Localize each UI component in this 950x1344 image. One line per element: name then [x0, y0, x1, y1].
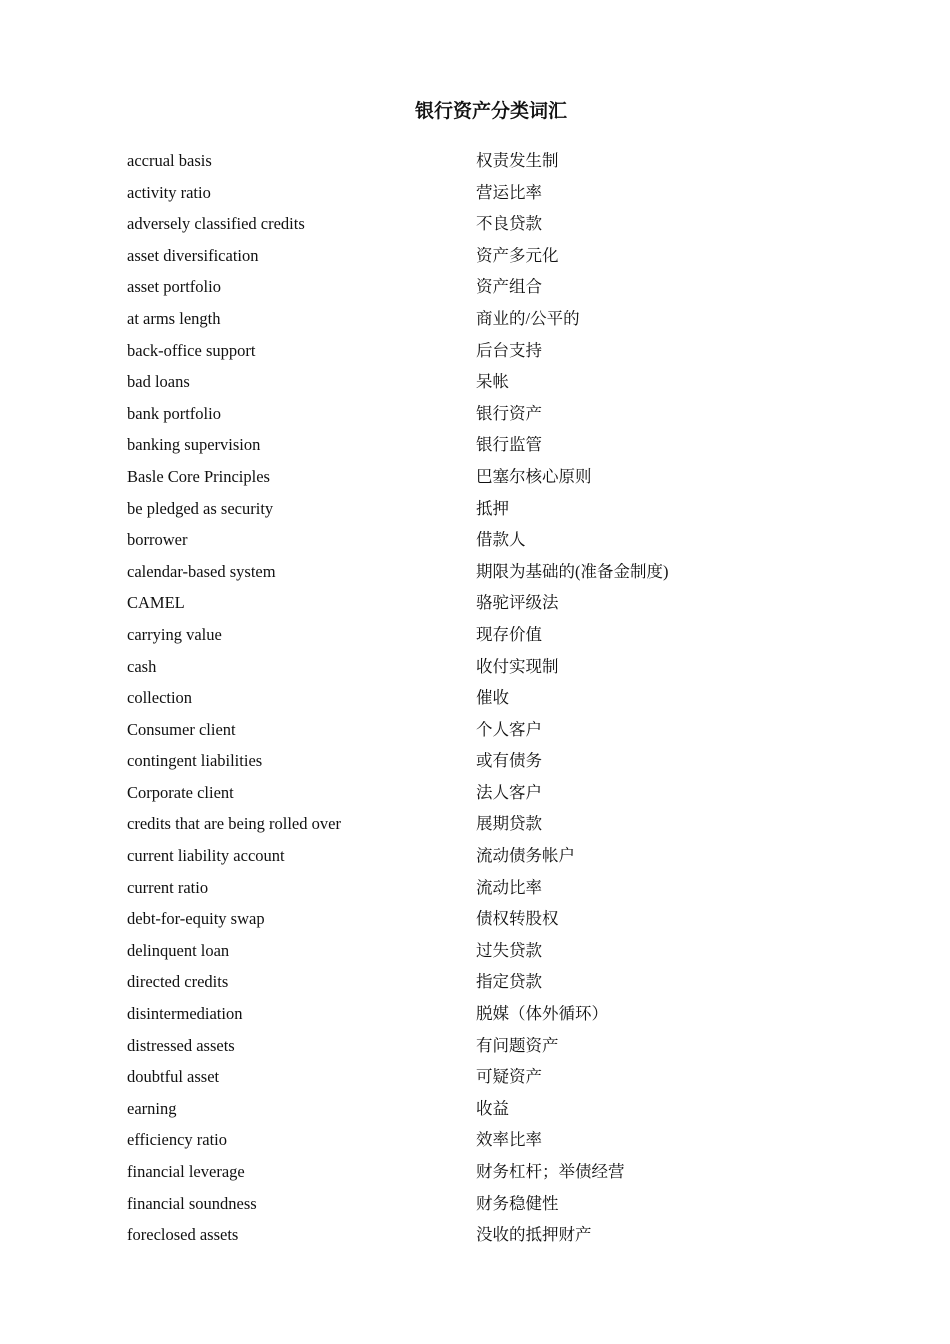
chinese-translation: 巴塞尔核心原则: [476, 466, 592, 486]
glossary-row: [127, 1219, 847, 1251]
chinese-translation: 权责发生制: [476, 151, 559, 170]
english-term: debt-for-equity swap: [127, 909, 265, 929]
glossary-row: [127, 651, 847, 683]
chinese-translation: 现存价值: [476, 624, 542, 644]
glossary-row: [127, 1061, 847, 1093]
english-term: financial leverage: [127, 1162, 245, 1181]
english-term: adversely classified credits: [127, 214, 305, 234]
english-term: bad loans: [127, 372, 190, 392]
english-term: carrying value: [127, 624, 222, 644]
chinese-translation: 商业的/公平的: [476, 308, 580, 328]
glossary-row: [127, 240, 847, 272]
english-term: collection: [127, 688, 193, 708]
glossary-table: [127, 145, 847, 1251]
english-term: financial soundness: [127, 1193, 257, 1213]
english-term: Consumer client: [127, 719, 236, 739]
english-term: asset portfolio: [127, 277, 221, 297]
chinese-translation: 借款人: [476, 530, 526, 550]
english-term: current ratio: [127, 877, 209, 897]
glossary-row: [127, 587, 847, 619]
english-term: current liability account: [127, 846, 285, 866]
english-term: cash: [127, 656, 157, 676]
english-term: distressed assets: [127, 1035, 235, 1055]
english-term: calendar-based system: [127, 561, 276, 581]
english-term: Basle Core Principles: [127, 466, 270, 486]
chinese-translation: 骆驼评级法: [476, 593, 559, 613]
chinese-translation: 后台支持: [476, 340, 542, 360]
glossary-row: [127, 177, 847, 209]
english-term: doubtful asset: [127, 1067, 220, 1087]
chinese-translation: 没收的抵押财产: [476, 1225, 592, 1245]
english-term: disintermediation: [127, 1004, 243, 1024]
english-term: CAMEL: [127, 593, 185, 613]
english-term: earning: [127, 1098, 177, 1118]
english-term: be pledged as security: [127, 498, 274, 518]
english-term: borrower: [127, 530, 188, 550]
english-term: asset diversification: [127, 245, 259, 265]
glossary-row: [127, 745, 847, 777]
english-term: banking supervision: [127, 435, 261, 455]
glossary-row: [127, 777, 847, 809]
glossary-row: [127, 872, 847, 904]
glossary-row: [127, 145, 847, 177]
chinese-translation: 资产多元化: [476, 245, 559, 265]
glossary-row: [127, 524, 847, 556]
page-title: 银行资产分类词汇: [414, 101, 567, 122]
chinese-translation: 流动比率: [476, 877, 542, 897]
glossary-row: [127, 1093, 847, 1125]
english-term: at arms length: [127, 308, 221, 328]
english-term: contingent liabilities: [127, 751, 263, 771]
chinese-translation: 期限为基础的(准备金制度): [476, 561, 669, 581]
chinese-translation: 债权转股权: [476, 909, 559, 929]
chinese-translation: 催收: [476, 688, 509, 708]
chinese-translation: 抵押: [476, 498, 509, 518]
glossary-row: [127, 682, 847, 714]
chinese-translation: 脱媒（体外循环）: [476, 1004, 608, 1024]
glossary-row: [127, 429, 847, 461]
glossary-row: [127, 935, 847, 967]
glossary-row: [127, 398, 847, 430]
glossary-row: [127, 619, 847, 651]
english-term: back-office support: [127, 340, 256, 360]
chinese-translation: 效率比率: [476, 1130, 542, 1150]
chinese-translation: 流动债务帐户: [476, 846, 575, 866]
glossary-row: [127, 1188, 847, 1220]
chinese-translation: 不良贷款: [476, 214, 542, 234]
chinese-translation: 财务稳健性: [476, 1193, 559, 1213]
english-term: efficiency ratio: [127, 1130, 228, 1150]
english-term: directed credits: [127, 972, 229, 992]
chinese-translation: 或有债务: [476, 751, 542, 771]
glossary-row: [127, 366, 847, 398]
glossary-row: [127, 966, 847, 998]
english-term: credits that are being rolled over: [127, 814, 341, 834]
glossary-row: [127, 998, 847, 1030]
english-term: delinquent loan: [127, 940, 230, 960]
english-term: bank portfolio: [127, 403, 221, 423]
glossary-row: [127, 840, 847, 872]
english-term: Corporate client: [127, 782, 234, 802]
english-term: foreclosed assets: [127, 1225, 239, 1245]
chinese-translation: 展期贷款: [476, 814, 542, 834]
glossary-row: [127, 808, 847, 840]
glossary-row: [127, 1156, 847, 1188]
chinese-translation: 过失贷款: [476, 940, 542, 960]
chinese-translation: 收付实现制: [476, 656, 559, 676]
english-term: activity ratio: [127, 182, 211, 202]
glossary-row: [127, 335, 847, 367]
glossary-row: [127, 903, 847, 935]
chinese-translation: 银行资产: [476, 403, 542, 423]
chinese-translation: 有问题资产: [476, 1035, 559, 1055]
english-term: accrual basis: [127, 151, 212, 170]
glossary-row: [127, 271, 847, 303]
glossary-row: [127, 461, 847, 493]
chinese-translation: 资产组合: [476, 277, 542, 297]
glossary-row: [127, 208, 847, 240]
chinese-translation: 个人客户: [476, 719, 542, 739]
glossary-row: [127, 1124, 847, 1156]
chinese-translation: 财务杠杆；举债经营: [476, 1162, 625, 1181]
chinese-translation: 收益: [476, 1098, 509, 1118]
chinese-translation: 法人客户: [476, 782, 542, 802]
chinese-translation: 营运比率: [476, 182, 542, 202]
glossary-row: [127, 493, 847, 525]
chinese-translation: 银行监管: [476, 435, 542, 455]
chinese-translation: 可疑资产: [476, 1067, 542, 1087]
glossary-row: [127, 1030, 847, 1062]
glossary-row: [127, 556, 847, 588]
glossary-row: [127, 714, 847, 746]
glossary-row: [127, 303, 847, 335]
chinese-translation: 指定贷款: [476, 972, 542, 992]
chinese-translation: 呆帐: [476, 372, 509, 392]
